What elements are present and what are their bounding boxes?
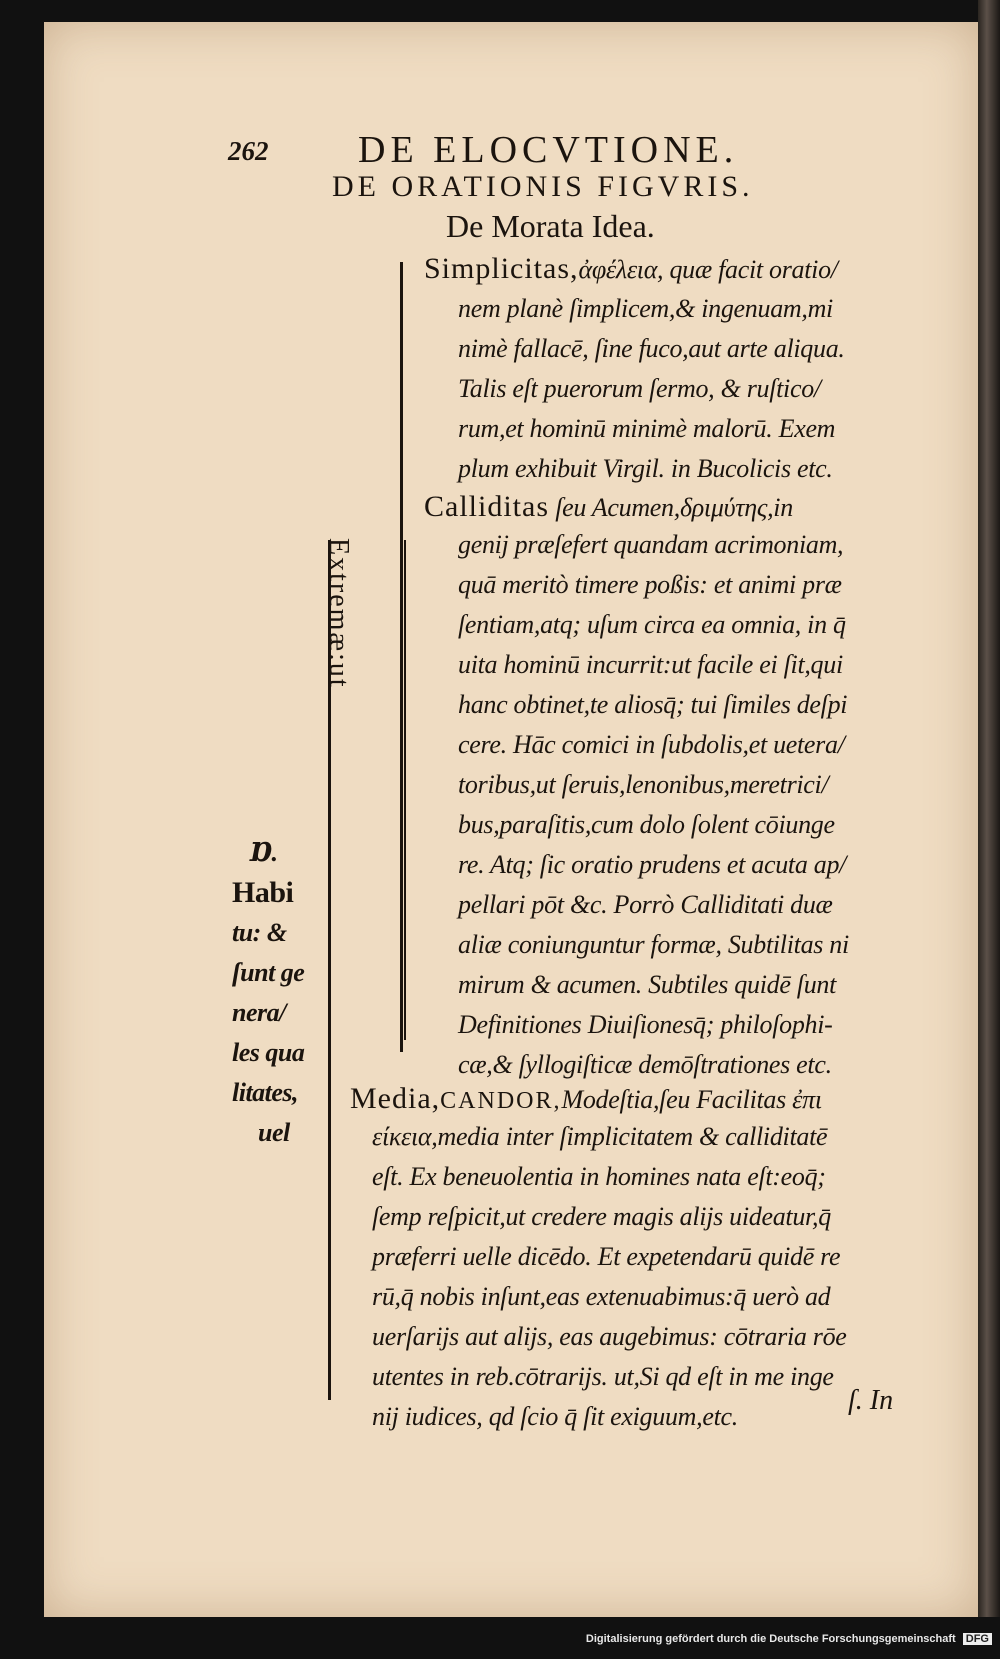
lemma-calliditas: Calliditas <box>424 490 549 523</box>
greek-term: δριμύτης,in <box>679 493 793 522</box>
brace-extremae <box>400 262 403 1052</box>
margin-note-line: les qua <box>232 1038 305 1067</box>
text-line: rum,et hominū minimè malorū. Exem <box>458 414 836 443</box>
greek-term: ἐπι <box>792 1085 822 1114</box>
text-line: utentes in reb.cōtrarijs. ut,Si qd eſt in me inge <box>372 1362 834 1391</box>
text-line: Talis eſt puerorum ſermo, & ruſtico/ <box>458 374 821 403</box>
text-line: uita hominū incurrit:ut facile ei ſit,qui <box>458 650 843 679</box>
text-line: plum exhibuit Virgil. in Bucolicis etc. <box>458 454 833 483</box>
line-text: quæ facit oratio/ <box>669 255 838 284</box>
text-line <box>350 1082 822 1116</box>
text-line: nem planè ſimplicem,& ingenuam,mi <box>458 294 833 323</box>
text-line: Definitiones Diuiſionesq̄; philoſophi- <box>458 1010 833 1039</box>
subheading: De Morata Idea. <box>446 208 655 244</box>
brace-calliditas <box>404 540 406 1040</box>
text-line: uerſarijs aut alijs, eas augebimus: cōtraria rōe <box>372 1322 847 1351</box>
footer-text: Digitalisierung gefördert durch die Deutsche Forschungsgemeinschaft <box>585 1633 956 1645</box>
text-line: eſt. Ex beneuolentia in homines nata eſt:eoq̄; <box>372 1162 826 1191</box>
greek-term: ἀφέλεια, <box>578 255 664 284</box>
line-text: ſeu Acumen, <box>555 493 680 522</box>
text-line: pellari pōt &c. Porrò Calliditati duæ <box>458 890 833 919</box>
margin-note-line: nera/ <box>232 998 286 1027</box>
text-line: aliæ coniunguntur formæ, Subtilitas ni <box>458 930 849 959</box>
text-line: cæ,& ſyllogiſticæ demōſtrationes etc. <box>458 1050 832 1079</box>
footer-credit <box>586 1633 992 1645</box>
text-line: toribus,ut ſeruis,lenonibus,meretrici/ <box>458 770 829 799</box>
line-text: media inter ſimplicitatem & calliditatē <box>437 1122 828 1151</box>
text-line: præferri uelle dicēdo. Et expetendarū quidē re <box>372 1242 841 1271</box>
lemma-simplicitas: Simplicitas, <box>424 252 579 285</box>
text-line: bus,paraſitis,cum dolo ſolent cōiunge <box>458 810 835 839</box>
text-line <box>424 490 793 524</box>
text-line: hanc obtinet,te aliosq̄; tui ſimiles deſpi <box>458 690 848 719</box>
margin-note-line: uel <box>258 1118 290 1147</box>
section-heading: DE ORATIONIS FIGVRIS. <box>332 170 754 203</box>
catchword: ſ. In <box>848 1385 894 1416</box>
lemma-media: Media, <box>350 1082 441 1115</box>
text-line: ſemp reſpicit,ut credere magis alijs uideatur,q̄ <box>372 1202 831 1231</box>
margin-note-line: Ɒ. <box>250 838 278 867</box>
margin-note-line: litates, <box>232 1078 299 1107</box>
text-line: mirum & acumen. Subtiles quidē ſunt <box>458 970 837 999</box>
margin-note-line: Habi <box>232 876 294 909</box>
footer-bar <box>0 1625 1000 1659</box>
dfg-logo: DFG <box>963 1633 992 1645</box>
greek-term: είκεια, <box>372 1122 438 1151</box>
page-number: 262 <box>228 136 269 166</box>
book-edge <box>978 0 1000 1617</box>
text-line: quā meritò timere poßis: et animi præ <box>458 570 842 599</box>
running-head: DE ELOCVTIONE. <box>358 129 739 171</box>
margin-note-line: ſunt ge <box>232 958 305 987</box>
text-line: ſentiam,atq; uſum circa ea omnia, in q̄ <box>458 610 846 639</box>
text-line: genij præſefert quandam acrimoniam, <box>458 530 844 559</box>
text-line: cere. Hāc comici in ſubdolis,et uetera/ <box>458 730 845 759</box>
text-line <box>372 1122 827 1152</box>
text-line: rū,q̄ nobis inſunt,eas extenuabimus:q̄ uerò ad <box>372 1282 831 1311</box>
text-line <box>424 252 838 286</box>
margin-note-line: tu: & <box>232 918 287 947</box>
text-line: nimè fallacē, ſine fuco,aut arte aliqua. <box>458 334 845 363</box>
text-line: re. Atq; ſic oratio prudens et acuta ap/ <box>458 850 847 879</box>
text-line: nij iudices, qd ſcio q̄ ſit exiguum,etc. <box>372 1402 738 1431</box>
candor-caps: CANDOR, <box>440 1088 562 1114</box>
line-text: Modeſtia,ſeu Facilitas <box>561 1085 786 1114</box>
vertical-label-extremae: Extremæ:ut <box>323 538 354 689</box>
